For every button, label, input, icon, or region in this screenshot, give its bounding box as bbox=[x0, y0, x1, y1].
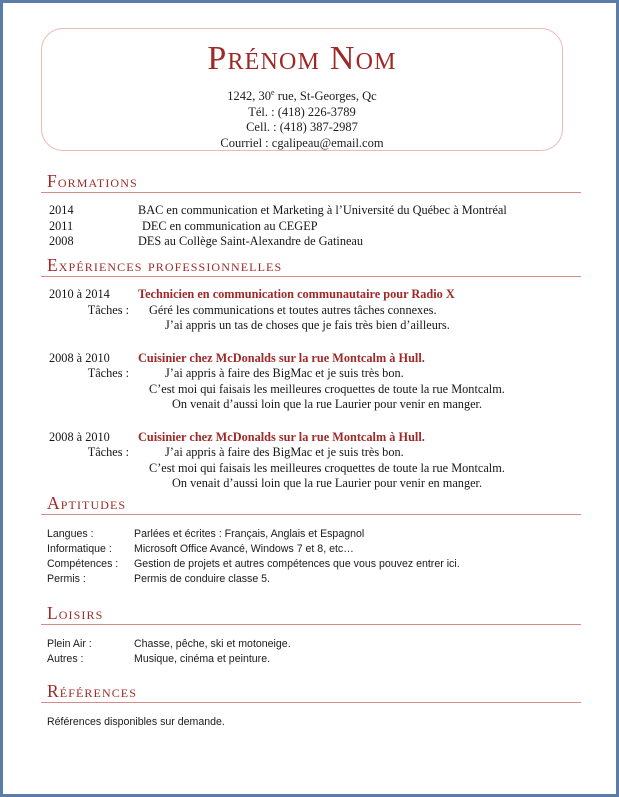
experience-task-row bbox=[41, 366, 581, 382]
section-title-references: Références bbox=[47, 681, 138, 701]
references-note: Références disponibles sur demande. bbox=[47, 716, 225, 729]
experience-dates: 2008 à 2010 bbox=[49, 350, 110, 365]
section-loisirs bbox=[41, 603, 581, 667]
section-references bbox=[41, 681, 581, 730]
cell-line: Cell. : (418) 387-2987 bbox=[246, 120, 358, 135]
task-text: J’ai appris à faire des BigMac et je suis très bon. bbox=[165, 366, 404, 381]
experience-entry bbox=[41, 287, 581, 334]
experience-task-row bbox=[41, 461, 581, 477]
aptitude-label: Permis : bbox=[47, 573, 86, 586]
formation-text: DES au Collège Saint-Alexandre de Gatineau bbox=[138, 234, 364, 249]
experience-task-row bbox=[41, 476, 581, 492]
aptitude-row bbox=[41, 527, 581, 542]
section-title-aptitudes: Aptitudes bbox=[47, 493, 127, 513]
loisir-row bbox=[41, 637, 581, 652]
tasks-label: Tâches : bbox=[87, 445, 129, 460]
task-text: C’est moi qui faisais les meilleures croquettes de toute la rue Montcalm. bbox=[149, 460, 505, 475]
experience-title: Cuisinier chez McDonalds sur la rue Montcalm à Hull. bbox=[138, 429, 425, 444]
task-text: On venait d’aussi loin que la rue Laurier pour venir en manger. bbox=[172, 397, 483, 412]
loisir-row bbox=[41, 652, 581, 667]
formation-row bbox=[41, 219, 581, 235]
experience-task-row bbox=[41, 397, 581, 413]
task-text: J’ai appris à faire des BigMac et je suis très bon. bbox=[165, 445, 404, 460]
aptitude-value: Gestion de projets et autres compétences que vous pouvez entrer ici. bbox=[134, 558, 460, 571]
formation-text: BAC en communication et Marketing à l’Université du Québec à Montréal bbox=[138, 203, 507, 218]
aptitude-row bbox=[41, 542, 581, 557]
email-line: Courriel : cgalipeau@email.com bbox=[220, 135, 384, 150]
address-ordinal-superscript: e bbox=[271, 88, 275, 97]
loisir-label: Autres : bbox=[47, 653, 84, 666]
section-experiences bbox=[41, 255, 581, 492]
loisir-value: Chasse, pêche, ski et motoneige. bbox=[134, 638, 291, 651]
loisir-value: Musique, cinéma et peinture. bbox=[134, 653, 271, 666]
formation-year: 2014 bbox=[49, 203, 74, 218]
experience-task-row bbox=[41, 445, 581, 461]
contact-block bbox=[42, 85, 562, 151]
aptitude-label: Langues : bbox=[47, 528, 94, 541]
experience-title: Cuisinier chez McDonalds sur la rue Montcalm à Hull. bbox=[138, 350, 425, 365]
tasks-label: Tâches : bbox=[87, 302, 129, 317]
aptitude-value: Permis de conduire classe 5. bbox=[134, 573, 271, 586]
experience-task-row bbox=[41, 303, 581, 319]
aptitude-row bbox=[41, 557, 581, 572]
formation-row bbox=[41, 203, 581, 219]
address-line bbox=[42, 85, 562, 105]
section-title-formations: Formations bbox=[47, 171, 138, 191]
experience-dates: 2010 à 2014 bbox=[49, 287, 110, 302]
task-text: Géré les communications et toutes autres tâches connexes. bbox=[149, 302, 437, 317]
experience-task-row bbox=[41, 382, 581, 398]
experience-title: Technicien en communication communautaire pour Radio X bbox=[138, 287, 455, 302]
resume-sheet bbox=[3, 3, 616, 794]
aptitude-value: Microsoft Office Avancé, Windows 7 et 8, etc… bbox=[134, 543, 354, 556]
section-title-experiences: Expériences professionnelles bbox=[47, 255, 283, 275]
section-formations bbox=[41, 171, 581, 250]
experience-header-row bbox=[41, 351, 581, 367]
tasks-label: Tâches : bbox=[87, 366, 129, 381]
task-text: On venait d’aussi loin que la rue Laurier pour venir en manger. bbox=[172, 476, 483, 491]
task-text: J’ai appris un tas de choses que je fais très bien d’ailleurs. bbox=[165, 318, 450, 333]
experience-header-row bbox=[41, 287, 581, 303]
section-aptitudes bbox=[41, 493, 581, 587]
formation-year: 2008 bbox=[49, 234, 74, 249]
section-title-loisirs: Loisirs bbox=[47, 603, 104, 623]
page-title: Prénom Nom bbox=[207, 40, 397, 77]
aptitude-row bbox=[41, 572, 581, 587]
aptitude-label: Informatique : bbox=[47, 543, 112, 556]
address-prefix: 1242, 30 bbox=[227, 89, 271, 104]
experience-entry bbox=[41, 351, 581, 413]
address-suffix: rue, St-Georges, Qc bbox=[274, 89, 377, 104]
aptitude-value: Parlées et écrites : Français, Anglais et Espagnol bbox=[134, 528, 365, 541]
loisir-label: Plein Air : bbox=[47, 638, 92, 651]
experience-header-row bbox=[41, 430, 581, 446]
formation-row bbox=[41, 234, 581, 250]
formation-text: DEC en communication au CEGEP bbox=[142, 218, 318, 233]
identity-header-box bbox=[41, 28, 563, 151]
phone-line: Tél. : (418) 226-3789 bbox=[248, 104, 356, 119]
experience-entry bbox=[41, 430, 581, 492]
aptitude-label: Compétences : bbox=[47, 558, 119, 571]
experience-dates: 2008 à 2010 bbox=[49, 429, 110, 444]
task-text: C’est moi qui faisais les meilleures croquettes de toute la rue Montcalm. bbox=[149, 381, 505, 396]
experience-task-row bbox=[41, 318, 581, 334]
formation-year: 2011 bbox=[49, 218, 74, 233]
